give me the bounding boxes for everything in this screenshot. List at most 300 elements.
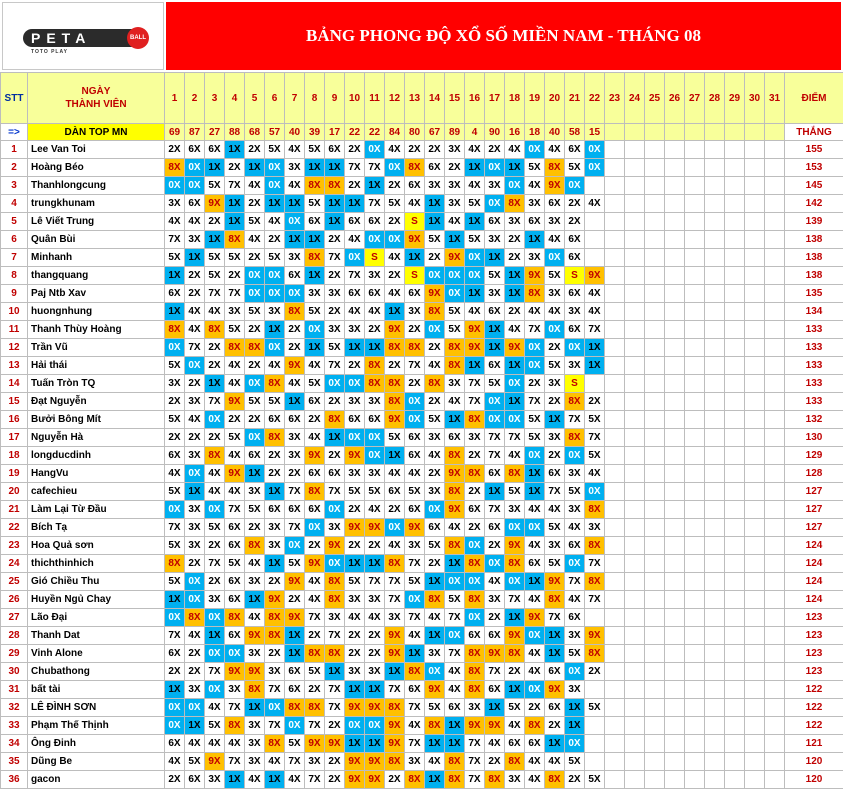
result-cell: 7X [325, 699, 345, 717]
result-cell: 3X [565, 303, 585, 321]
result-cell: 3X [445, 195, 465, 213]
result-cell: 5X [385, 195, 405, 213]
result-cell-empty [685, 501, 705, 519]
result-cell: 8X [425, 303, 445, 321]
result-cell: 2X [525, 375, 545, 393]
result-cell-empty [705, 699, 725, 717]
result-cell: 6X [285, 411, 305, 429]
result-cell: 3X [365, 465, 385, 483]
result-cell: 1X [245, 699, 265, 717]
result-cell: 4X [185, 735, 205, 753]
table-row [1, 357, 843, 375]
member-name: Lão Đại [28, 609, 165, 627]
result-cell: 1X [465, 285, 485, 303]
result-cell-empty [705, 447, 725, 465]
result-cell: 8X [445, 357, 465, 375]
result-cell: 8X [385, 375, 405, 393]
result-cell: 2X [485, 609, 505, 627]
result-cell: 0X [485, 159, 505, 177]
result-cell: 9X [425, 681, 445, 699]
member-score: 124 [785, 555, 843, 573]
result-cell: 4X [505, 717, 525, 735]
result-cell-empty [625, 213, 645, 231]
row-stt: 15 [1, 393, 28, 411]
result-cell-empty [645, 591, 665, 609]
result-cell: 2X [245, 519, 265, 537]
member-name: Làm Lại Từ Đầu [28, 501, 165, 519]
member-score: 123 [785, 609, 843, 627]
result-cell: 0X [565, 447, 585, 465]
result-cell: 1X [205, 375, 225, 393]
result-cell: 3X [525, 249, 545, 267]
result-cell: 9X [305, 447, 325, 465]
result-cell-empty [605, 429, 625, 447]
result-cell-empty [605, 753, 625, 771]
result-cell-empty [665, 195, 685, 213]
result-cell: 7X [285, 519, 305, 537]
result-cell-empty [665, 735, 685, 753]
result-cell-empty [745, 141, 765, 159]
result-cell: 7X [545, 483, 565, 501]
result-cell: 1X [305, 339, 325, 357]
result-cell: 2X [205, 357, 225, 375]
result-cell: 0X [405, 393, 425, 411]
result-cell: 7X [465, 771, 485, 789]
result-cell-empty [685, 609, 705, 627]
result-cell-empty [725, 429, 745, 447]
result-cell-empty [705, 213, 725, 231]
result-cell: 5X [265, 393, 285, 411]
result-cell: 3X [365, 663, 385, 681]
row-stt: 6 [1, 231, 28, 249]
result-cell-empty [765, 267, 785, 285]
result-cell: 3X [345, 393, 365, 411]
result-cell: 5X [305, 303, 325, 321]
result-cell: 1X [565, 717, 585, 735]
member-name: Hải thái [28, 357, 165, 375]
result-cell-empty [765, 609, 785, 627]
result-cell-empty [685, 645, 705, 663]
result-cell: 5X [165, 573, 185, 591]
result-cell: 8X [405, 663, 425, 681]
result-cell: 7X [465, 753, 485, 771]
result-cell-empty [685, 537, 705, 555]
result-cell-empty [765, 717, 785, 735]
result-cell: 9X [325, 735, 345, 753]
result-cell: 3X [345, 591, 365, 609]
result-cell: 8X [205, 447, 225, 465]
result-cell: 9X [385, 321, 405, 339]
result-cell: 6X [365, 213, 385, 231]
result-cell-empty [645, 393, 665, 411]
result-cell: 8X [465, 555, 485, 573]
result-cell: 9X [385, 627, 405, 645]
result-cell: 9X [345, 519, 365, 537]
result-cell: 1X [265, 771, 285, 789]
result-cell: 0X [545, 321, 565, 339]
result-cell-empty [645, 267, 665, 285]
result-cell-empty [765, 303, 785, 321]
day-header: 20 [545, 73, 565, 124]
result-cell: 8X [465, 663, 485, 681]
result-cell: 5X [265, 249, 285, 267]
result-cell-empty [725, 699, 745, 717]
result-cell: 7X [225, 177, 245, 195]
result-cell-empty [665, 177, 685, 195]
result-cell: 8X [465, 681, 485, 699]
top-number-cell-empty [625, 124, 645, 141]
result-cell: 2X [585, 663, 605, 681]
top-number-cell: 17 [325, 124, 345, 141]
member-name: Thanhlongcung [28, 177, 165, 195]
result-cell: 7X [345, 267, 365, 285]
result-cell: 6X [265, 411, 285, 429]
result-cell: 0X [465, 573, 485, 591]
result-cell-empty [605, 195, 625, 213]
member-name: Thanh Thùy Hoàng [28, 321, 165, 339]
result-cell-empty [705, 735, 725, 753]
result-cell: 8X [425, 375, 445, 393]
results-table [0, 72, 843, 789]
result-cell-empty [765, 483, 785, 501]
result-cell: 4X [405, 195, 425, 213]
result-cell: 9X [405, 231, 425, 249]
result-cell: S [565, 375, 585, 393]
result-cell: 1X [365, 339, 385, 357]
result-cell: 5X [365, 483, 385, 501]
result-cell: 2X [325, 231, 345, 249]
result-cell-empty [745, 231, 765, 249]
result-cell: 7X [445, 609, 465, 627]
brand-ball-icon: BALL [127, 27, 149, 49]
result-cell: 4X [185, 213, 205, 231]
result-cell: 6X [525, 735, 545, 753]
result-cell: 8X [265, 375, 285, 393]
result-cell: 1X [285, 231, 305, 249]
result-cell: 3X [265, 663, 285, 681]
result-cell-empty [625, 465, 645, 483]
result-cell-empty [605, 411, 625, 429]
result-cell: 7X [285, 753, 305, 771]
result-cell: 8X [425, 591, 445, 609]
result-cell: 0X [345, 375, 365, 393]
result-cell: 8X [265, 735, 285, 753]
result-cell: 3X [325, 285, 345, 303]
result-cell: 1X [425, 195, 445, 213]
member-name: huongnhung [28, 303, 165, 321]
result-cell: 4X [445, 681, 465, 699]
result-cell: 7X [325, 627, 345, 645]
result-cell: 2X [445, 159, 465, 177]
day-header: 10 [345, 73, 365, 124]
result-cell-empty [705, 519, 725, 537]
table-row [1, 573, 843, 591]
result-cell: 1X [525, 465, 545, 483]
row-stt: 26 [1, 591, 28, 609]
result-cell: 3X [185, 537, 205, 555]
wins-label: THẮNG [785, 124, 843, 141]
result-cell-empty [725, 735, 745, 753]
table-row [1, 411, 843, 429]
result-cell: 9X [345, 699, 365, 717]
result-cell: 6X [545, 465, 565, 483]
result-cell: 4X [225, 483, 245, 501]
result-cell-empty [765, 555, 785, 573]
day-header: 24 [625, 73, 645, 124]
result-cell-empty [745, 249, 765, 267]
result-cell-empty [625, 699, 645, 717]
result-cell: 1X [325, 663, 345, 681]
result-cell-empty [645, 483, 665, 501]
result-cell: 8X [585, 645, 605, 663]
result-cell: 7X [585, 591, 605, 609]
result-cell: 3X [265, 537, 285, 555]
result-cell: 8X [385, 753, 405, 771]
result-cell: 3X [485, 231, 505, 249]
table-row [1, 771, 843, 789]
result-cell: 0X [525, 519, 545, 537]
member-name: Bưởi Bông Mít [28, 411, 165, 429]
result-cell-empty [605, 375, 625, 393]
result-cell-empty [665, 231, 685, 249]
result-cell: 0X [345, 717, 365, 735]
result-cell: 6X [185, 771, 205, 789]
result-cell: 7X [205, 393, 225, 411]
result-cell: 1X [505, 357, 525, 375]
result-cell: 0X [365, 231, 385, 249]
result-cell: 8X [405, 771, 425, 789]
result-cell: S [405, 267, 425, 285]
result-cell-empty [745, 591, 765, 609]
table-row [1, 195, 843, 213]
table-row [1, 213, 843, 231]
result-cell-empty [665, 447, 685, 465]
member-header [28, 73, 165, 124]
result-cell-empty [745, 321, 765, 339]
result-cell-empty [605, 321, 625, 339]
result-cell: 2X [565, 771, 585, 789]
result-cell-empty [725, 177, 745, 195]
result-cell: 5X [465, 231, 485, 249]
result-cell: 9X [385, 411, 405, 429]
result-cell: 9X [545, 573, 565, 591]
result-cell: 1X [405, 645, 425, 663]
result-cell: 8X [545, 591, 565, 609]
result-cell: 8X [585, 501, 605, 519]
result-cell: 1X [205, 231, 225, 249]
result-cell: 0X [485, 195, 505, 213]
top-number-cell: 80 [405, 124, 425, 141]
result-cell-empty [725, 537, 745, 555]
result-cell: 5X [445, 303, 465, 321]
result-cell: 7X [405, 699, 425, 717]
result-cell-empty [765, 213, 785, 231]
result-cell-empty [665, 429, 685, 447]
result-cell: 1X [165, 267, 185, 285]
result-cell: 2X [545, 393, 565, 411]
table-row [1, 699, 843, 717]
table-row [1, 177, 843, 195]
member-score: 127 [785, 483, 843, 501]
result-cell-empty [605, 663, 625, 681]
result-cell: 5X [525, 429, 545, 447]
result-cell: 4X [165, 465, 185, 483]
member-name: trungkhunam [28, 195, 165, 213]
row-stt: 32 [1, 699, 28, 717]
result-cell-empty [625, 339, 645, 357]
result-cell: 0X [565, 555, 585, 573]
result-cell-empty [645, 159, 665, 177]
member-score: 134 [785, 303, 843, 321]
member-score: 138 [785, 231, 843, 249]
result-cell: 7X [565, 573, 585, 591]
result-cell: 0X [525, 141, 545, 159]
result-cell: 0X [305, 321, 325, 339]
result-cell: 3X [505, 501, 525, 519]
result-cell: 1X [285, 645, 305, 663]
result-cell: 1X [185, 249, 205, 267]
member-name: Lê Viết Trung [28, 213, 165, 231]
result-cell: 7X [505, 591, 525, 609]
result-cell-empty [725, 591, 745, 609]
top-number-cell-empty [605, 124, 625, 141]
result-cell: 4X [345, 231, 365, 249]
result-cell-empty [685, 591, 705, 609]
result-cell-empty [725, 645, 745, 663]
result-cell: 6X [285, 681, 305, 699]
result-cell: 1X [425, 771, 445, 789]
row-stt: 31 [1, 681, 28, 699]
result-cell-empty [685, 177, 705, 195]
day-header: 7 [285, 73, 305, 124]
result-cell: 2X [385, 213, 405, 231]
day-header: 14 [425, 73, 445, 124]
result-cell: 2X [505, 249, 525, 267]
result-cell: 1X [385, 663, 405, 681]
result-cell: 9X [425, 285, 445, 303]
result-cell: 0X [165, 717, 185, 735]
result-cell: 0X [445, 285, 465, 303]
result-cell: 8X [445, 447, 465, 465]
result-cell-empty [585, 177, 605, 195]
result-cell: 2X [365, 627, 385, 645]
result-cell: 5X [205, 249, 225, 267]
result-cell: 1X [425, 213, 445, 231]
result-cell: 8X [545, 159, 565, 177]
result-cell: 2X [305, 411, 325, 429]
result-cell: 8X [385, 555, 405, 573]
result-cell-empty [645, 627, 665, 645]
table-row [1, 447, 843, 465]
result-cell: 8X [445, 771, 465, 789]
result-cell-empty [625, 735, 645, 753]
result-cell: 7X [465, 735, 485, 753]
result-cell: 3X [565, 501, 585, 519]
result-cell-empty [745, 771, 765, 789]
result-cell-empty [685, 213, 705, 231]
result-cell-empty [665, 681, 685, 699]
result-cell: 2X [365, 321, 385, 339]
result-cell-empty [645, 411, 665, 429]
result-cell: 2X [265, 573, 285, 591]
result-cell: 0X [185, 177, 205, 195]
result-cell-empty [725, 753, 745, 771]
result-cell: 9X [345, 753, 365, 771]
result-cell: 7X [385, 573, 405, 591]
result-cell: 4X [345, 303, 365, 321]
result-cell: S [565, 267, 585, 285]
result-cell-empty [725, 393, 745, 411]
result-cell-empty [585, 681, 605, 699]
result-cell-empty [745, 519, 765, 537]
result-cell: 0X [185, 159, 205, 177]
result-cell: 5X [585, 411, 605, 429]
result-cell: 8X [225, 339, 245, 357]
result-cell-empty [705, 663, 725, 681]
result-cell: 9X [585, 267, 605, 285]
member-score: 133 [785, 375, 843, 393]
result-cell: 6X [305, 213, 325, 231]
result-cell: 7X [565, 411, 585, 429]
result-cell-empty [705, 501, 725, 519]
result-cell: 3X [245, 645, 265, 663]
result-cell-empty [685, 411, 705, 429]
result-cell: 6X [485, 303, 505, 321]
row-stt: 33 [1, 717, 28, 735]
result-cell-empty [725, 447, 745, 465]
day-header: 3 [205, 73, 225, 124]
result-cell: 6X [405, 429, 425, 447]
result-cell: 4X [445, 393, 465, 411]
result-cell: 9X [205, 753, 225, 771]
result-cell: 6X [185, 141, 205, 159]
result-cell-empty [705, 303, 725, 321]
result-cell: 2X [545, 717, 565, 735]
result-cell: 9X [465, 339, 485, 357]
row-stt: 5 [1, 213, 28, 231]
result-cell: 1X [445, 231, 465, 249]
result-cell: 0X [425, 663, 445, 681]
result-cell: 0X [225, 645, 245, 663]
member-name: Chubathong [28, 663, 165, 681]
result-cell: 3X [305, 285, 325, 303]
result-cell: 8X [305, 483, 325, 501]
result-cell-empty [605, 771, 625, 789]
result-cell: 1X [305, 267, 325, 285]
result-cell-empty [625, 483, 645, 501]
result-cell: 8X [505, 645, 525, 663]
result-cell-empty [725, 681, 745, 699]
member-score: 139 [785, 213, 843, 231]
day-header: 27 [685, 73, 705, 124]
result-cell-empty [665, 393, 685, 411]
result-cell: 7X [385, 681, 405, 699]
result-cell: 7X [545, 609, 565, 627]
result-cell-empty [725, 519, 745, 537]
result-cell-empty [745, 681, 765, 699]
result-cell-empty [645, 573, 665, 591]
result-cell: 6X [525, 213, 545, 231]
result-cell: 2X [325, 771, 345, 789]
top-number-cell-empty [685, 124, 705, 141]
result-cell: 0X [445, 573, 465, 591]
top-number-cell: 69 [165, 124, 185, 141]
result-cell: 4X [305, 573, 325, 591]
result-cell: 3X [545, 537, 565, 555]
result-cell: 0X [285, 717, 305, 735]
result-cell-empty [765, 645, 785, 663]
result-cell: 6X [565, 609, 585, 627]
